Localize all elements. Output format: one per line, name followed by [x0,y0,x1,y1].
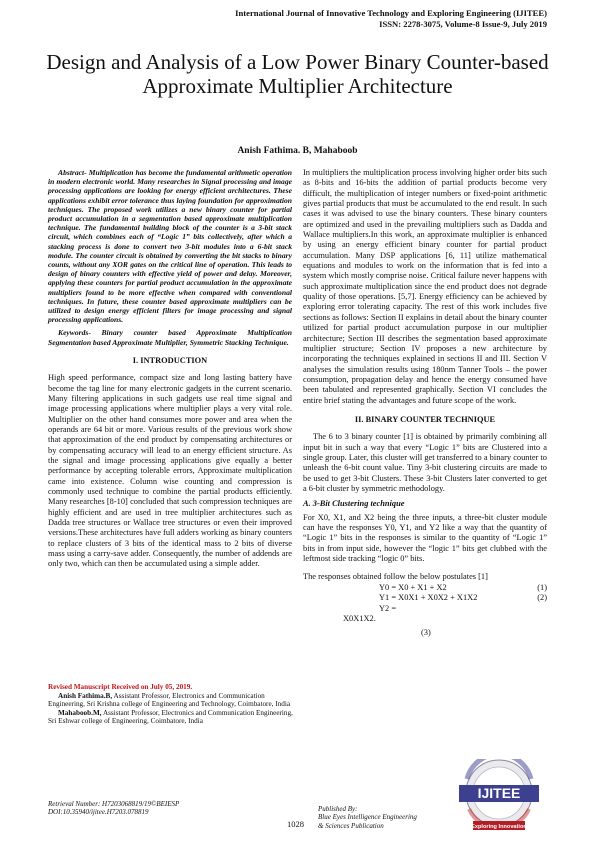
equation-3-number-line [303,628,547,638]
binary-counter-text: The 6 to 3 binary counter [1] is obtained by primarily combining all input bit in such a way that every “Logic 1” bits are Clustered into a single group. Later, this cluster will get transferred to a binary counter to unleash the 6-bit count value. Tiny 3-bit clustering circuits are made to be used to get 3-bit Clusters. These 3-bit Clusters later converted to get a 6-bit cluster by symmetric methodology. [303,432,547,493]
author1-affiliation [48,692,298,709]
author2-affiliation [48,709,298,726]
left-column [48,168,292,570]
section-heading-binary-counter: II. BINARY COUNTER TECHNIQUE [354,414,496,424]
author2-name: Mahaboob.M, [58,708,102,717]
author2-desc: Assistant Professor, Electronics and Communication Engineering, Sri Eshwar college of Engineering, Coimbatore, India [48,708,293,726]
logo-text: IJITEE [477,785,521,801]
equation-expr: Y2 = [379,603,397,613]
equation-number: (3) [421,628,431,638]
received-note [48,683,298,726]
right-column [303,168,547,639]
introduction-text: High speed performance, compact size and long lasting battery have become the tag line for many electronic gadgets in the current scenario. Many filtering applications in such gadgets use real time signal and image processing applications where multiplier plays a very vital role. Multiplier on the other hand consumes more power and area when the operands are 64 bit or more. Various results of the previous work show that approximation of the end product by compensating architectures or by compensating accuracy will lead to an energy efficient structure. As the signal and image processing applications give equally a better performance by accepting tolerable errors, Approximate multiplication came into existence. Column wise counting and compression is commonly used technique to combine the partial products efficiently. Many researches [8-10] concluded that such compression techniques are highly efficient and are used in tree multiplier architectures such as Dadda tree structures or Wallace tree structures or even their improved versions.These architectures have full adders working as binary counters to replace clusters of 3 bits of the identical mass to 2 bits of diverse mass using a carry-save adder. Consequently, the number of addends are only two, which can then be accumulated using a simple adder. [48,373,292,569]
equation-3 [303,604,547,614]
section-heading-introduction: I. INTRODUCTION [132,355,208,365]
equation-2 [303,593,547,603]
journal-name: International Journal of Innovative Technology and Exploring Engineering (IJITEE) [235,8,547,18]
doi: DOI:10.35940/ijitee.H7203.078819 [48,808,149,817]
equation-expr: X0X1X2. [343,613,376,623]
published-by: Published By: [318,805,358,813]
journal-header [235,8,547,30]
retrieval-number: Retrieval Number: H7203068819/19©BEIESP [48,800,180,808]
equation-number: (1) [537,582,547,592]
subsection-heading-clustering: A. 3-Bit Clustering technique [303,499,405,509]
equation-expr: Y0 = X0 + X1 + X2 [379,582,447,592]
revised-line: Revised Manuscript Received on July 05, 2019. [48,683,193,691]
page-number: 1028 [287,819,304,829]
author1-name: Anish Fathima.B, [58,691,113,700]
intro-continued-text: In multipliers the multiplication process involving higher order bits such as 8-bits and 16-bits the addition of partial products become very difficult, the multiplication of integer numbers or fixed-point arithmetic gives partial products that must be accumulated to the end result. In such cases it was advised to use the binary counters. These binary counters are optimized and used in the prevailing multipliers such as Dadda and Wallace multipliers.In this work, an approximate multiplier is enhanced by using an energy efficient binary counter for partial product accumulation. Many DSP applications [6, 11] utilize mathematical equations and modules to work on the information that is fed into a system which mostly comprise noise. Critical failure never happens with such approximate multiplication since the end product does not degrade quality of those operations. [5,7]. Energy efficiency can be achieved by exploring error tolerating capacity. The rest of this work includes five sections as follows: Section II explains in detail about the binary counter utilized for partial product accumulation purpose in our multiplier architecture; Section III describes the segmentation based approximate multiplier structure; Section IV proposes a new architecture by incorporating the techniques explained in sections II and III. Section V analyses the simulation results using 180nm Tanner Tools – the power consumption, propagation delay and hence the energy consumed have been tabulated and represented graphically. Section VI concludes the entire brief stating the advantages and future scope of the work. [303,168,547,405]
postulates-text: The responses obtained follow the below postulates [1] [303,572,488,582]
logo-tagline: Exploring Innovation [471,824,527,830]
abstract: Abstract- Multiplication has become the fundamental arithmetic operation in modern electronic world. Many researches in Signal processing and image processing applications are looking for energy efficient architectures. These applications exhibit error tolerance thus laying foundation for approximation techniques. The proposed work utilizes a new binary counter for partial product accumulation in a segmentation based approximate multiplication technique. The fundamental building block of the counter is a 3-bit stack circuit, which combines each of “Logic 1” bits collectively, after which a stacking process is done to convert two 3-bit modules into a 6-bit stack module. The counter circuit is obtained by converting the bit stacks to binary counts, without any XOR gates on the critical line of operation. This leads to design of binary counters with effective yield of power and delay. Moreover, applying these counters for partial product accumulation in the approximate multipliers found to be more effective when compared with conventional techniques. In future, these counter based approximate multipliers can be utilized to design energy efficient filters for image processing and signal processing applications. [48,168,292,325]
equation-3-continued [303,614,547,624]
author1-desc: Assistant Professor, Electronics and Communication Engineering, Sri Krishna college of Engineering and Technology, Coimbatore, India [48,691,291,709]
keywords: Keywords- Binary counter based Approximate Multiplication Segmentation based Approximate Multiplier, Symmetric Stacking Technique. [48,328,292,347]
clustering-text: For X0, X1, and X2 being the three inputs, a three-bit cluster module can have the responses Y0, Y1, and Y2 like a way that the quantity of “Logic 1” bits in the responses is similar to the quantity of “Logic 1” bits in from input side, however the “logic 1” bits get clubbed with the leftmost side tracking “logic 0” bits. [303,512,547,564]
paper-title: Design and Analysis of a Low Power Binary Counter-based Approximate Multiplier Architecture [46,50,549,98]
publisher-block [318,805,417,830]
paper-authors: Anish Fathima. B, Mahaboob [237,146,358,156]
publisher-line-2: & Sciences Publication [318,821,384,830]
ijitee-logo [453,759,545,831]
equation-1 [303,583,547,593]
publisher-line-1: Blue Eyes Intelligence Engineering [318,813,417,822]
equation-number: (2) [537,593,547,603]
footer-left [48,800,179,817]
journal-issn: ISSN: 2278-3075, Volume-8 Issue-9, July 2019 [379,19,547,29]
equation-expr: Y1 = X0X1 + X0X2 + X1X2 [379,593,478,603]
